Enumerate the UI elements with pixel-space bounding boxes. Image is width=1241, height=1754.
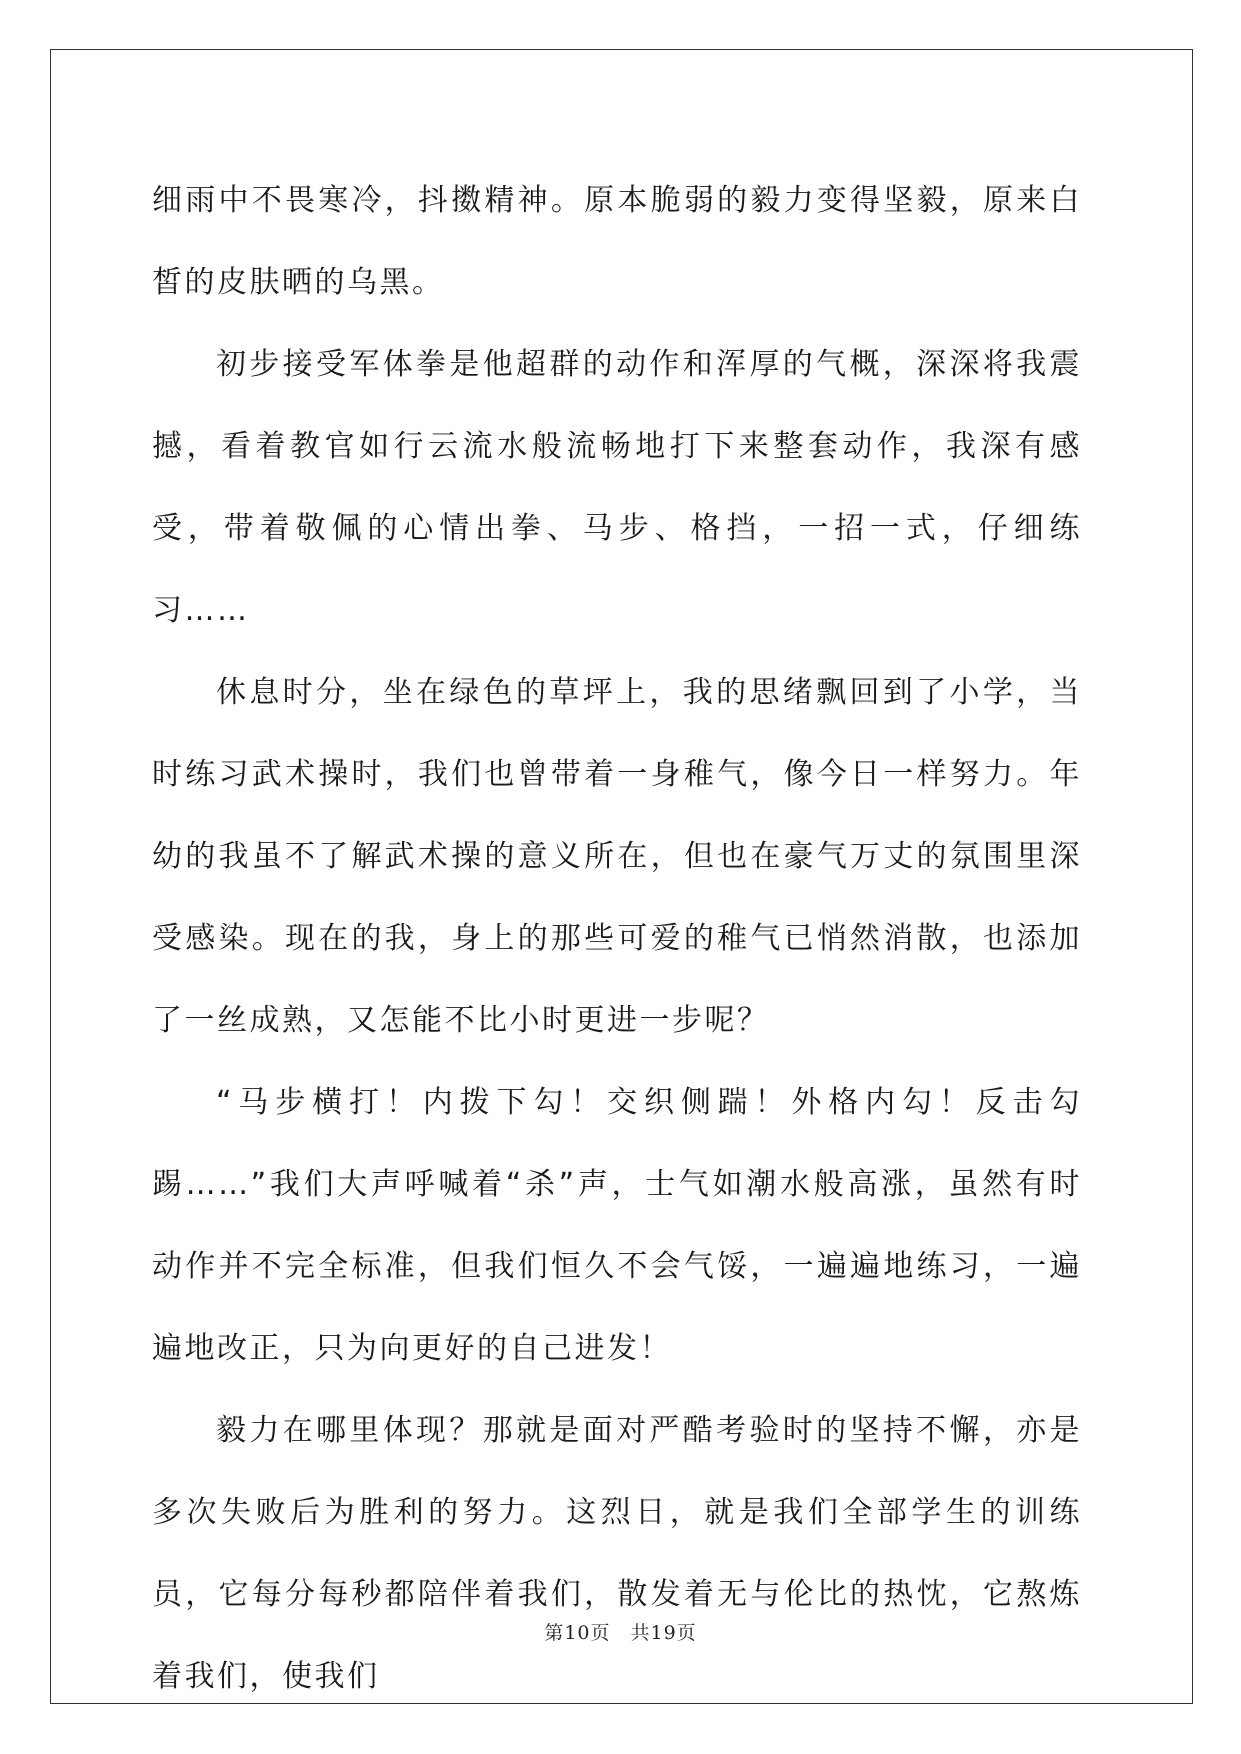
paragraph: 细雨中不畏寒冷，抖擞精神。原本脆弱的毅力变得坚毅，原来白皙的皮肤晒的乌黑。 (152, 183, 1082, 300)
document-body (152, 160, 1082, 1718)
paragraph: 休息时分，坐在绿色的草坪上，我的思绪飘回到了小学，当时练习武术操时，我们也曾带着一身稚气，像今日一样努力。年幼的我虽不了解武术操的意义所在，但也在豪气万丈的氛围里深受感染。现在的我，身上的那些可爱的稚气已悄然消散，也添加了一丝成熟，又怎能不比小时更进一步呢？ (152, 675, 1082, 1038)
paragraph: 初步接受军体拳是他超群的动作和浑厚的气概，深深将我震撼，看着教官如行云流水般流畅地打下来整套动作，我深有感受，带着敬佩的心情出拳、马步、格挡，一招一式，仔细练习…… (152, 347, 1082, 628)
page-footer (0, 1618, 1241, 1645)
page-number: 第10页 (544, 1622, 611, 1644)
page-total: 共19页 (630, 1622, 697, 1644)
paragraph: 毅力在哪里体现？那就是面对严酷考验时的坚持不懈，亦是多次失败后为胜利的努力。这烈日，就是我们全部学生的训练员，它每分每秒都陪伴着我们，散发着无与伦比的热忱，它熬炼着我们，使我们 (152, 1413, 1082, 1694)
paragraph: “马步横打！内拨下勾！交织侧踹！外格内勾！反击勾踢……”我们大声呼喊着“杀”声，士气如潮水般高涨，虽然有时动作并不完全标准，但我们恒久不会气馁，一遍遍地练习，一遍遍地改正，只为向更好的自己进发！ (152, 1085, 1082, 1366)
